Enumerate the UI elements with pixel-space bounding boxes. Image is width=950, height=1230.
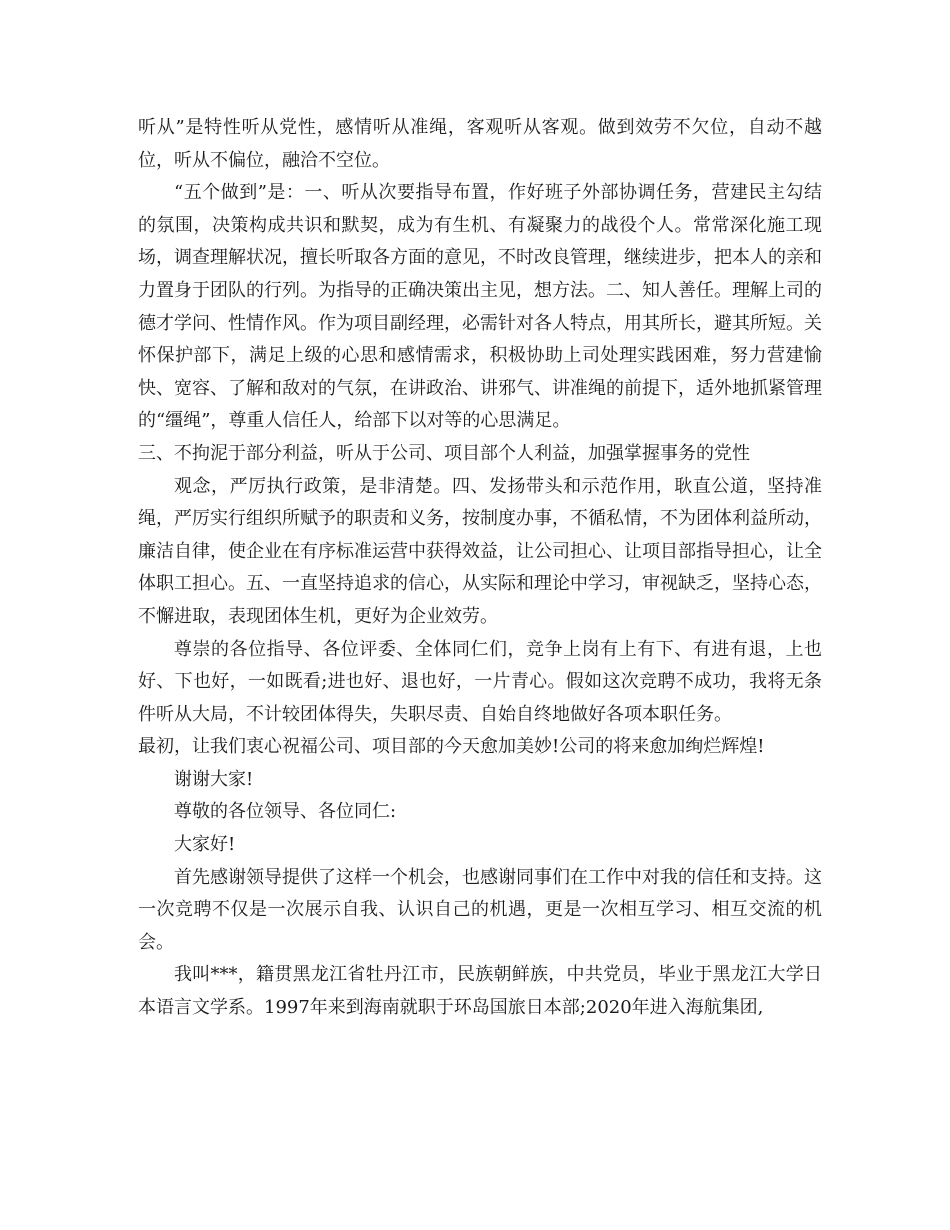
- paragraph-5: 尊崇的各位指导、各位评委、全体同仁们，竞争上岗有上有下、有进有退，上也好、下也好，一如既看;进也好、退也好，一片青心。假如这次竞聘不成功，我将无条件听从大局，不计较团体得失，失职尽责、自始自终地做好各项本职任务。: [138, 638, 822, 725]
- paragraph-4: 观念，严厉执行政策，是非清楚。四、发扬带头和示范作用，耿直公道，坚持准绳，严厉实行组织所赋予的职责和义务，按制度办事，不循私情，不为团体利益所动，廉洁自律，使企业在有序标准运营中获得效益，让公司担心、让项目部指导担心，让全体职工担心。五、一直坚持追求的信心，从实际和理论中学习，审视缺乏，坚持心态，不懈进取，表现团体生机，更好为企业效劳。: [138, 475, 822, 627]
- paragraph-8: 尊敬的各位领导、各位同仁:: [174, 801, 397, 823]
- paragraph-7: 谢谢大家!: [174, 768, 254, 790]
- paragraph-6: 最初，让我们衷心祝福公司、项目部的今天愈加美妙!公司的将来愈加绚烂辉煌!: [138, 736, 765, 758]
- document-body: [138, 112, 822, 1025]
- paragraph-9: 大家好!: [174, 834, 236, 856]
- paragraph-1: 听从”是特性听从党性，感情听从准绳，客观听从客观。做到效劳不欠位，自动不越位，听从不偏位，融洽不空位。: [138, 117, 822, 171]
- paragraph-10: 首先感谢领导提供了这样一个机会，也感谢同事们在工作中对我的信任和支持。这一次竞聘不仅是一次展示自我、认识自己的机遇，更是一次相互学习、相互交流的机会。: [138, 866, 822, 953]
- paragraph-3: 三、不拘泥于部分利益，听从于公司、项目部个人利益，加强掌握事务的党性: [138, 442, 750, 464]
- paragraph-11: 我叫***，籍贯黑龙江省牡丹江市，民族朝鲜族，中共党员，毕业于黑龙江大学日本语言文学系。1997年来到海南就职于环岛国旅日本部;2020年进入海航集团,: [138, 964, 822, 1019]
- paragraph-2: “五个做到”是：一、听从次要指导布置，作好班子外部协调任务，营建民主勾结的氛围，决策构成共识和默契，成为有生机、有凝聚力的战役个人。常常深化施工现场，调查理解状况，擅长听取各方面的意见，不时改良管理，继续进步，把本人的亲和力置身于团队的行列。为指导的正确决策出主见，想方法。二、知人善任。理解上司的德才学问、性情作风。作为项目副经理，必需针对各人特点，用其所长，避其所短。关怀保护部下，满足上级的心思和感情需求，积极协助上司处理实践困难，努力营建愉快、宽容、了解和敌对的气氛，在讲政治、讲邪气、讲准绳的前提下，适外地抓紧管理的“缰绳”，尊重人信任人，给部下以对等的心思满足。: [138, 182, 822, 432]
